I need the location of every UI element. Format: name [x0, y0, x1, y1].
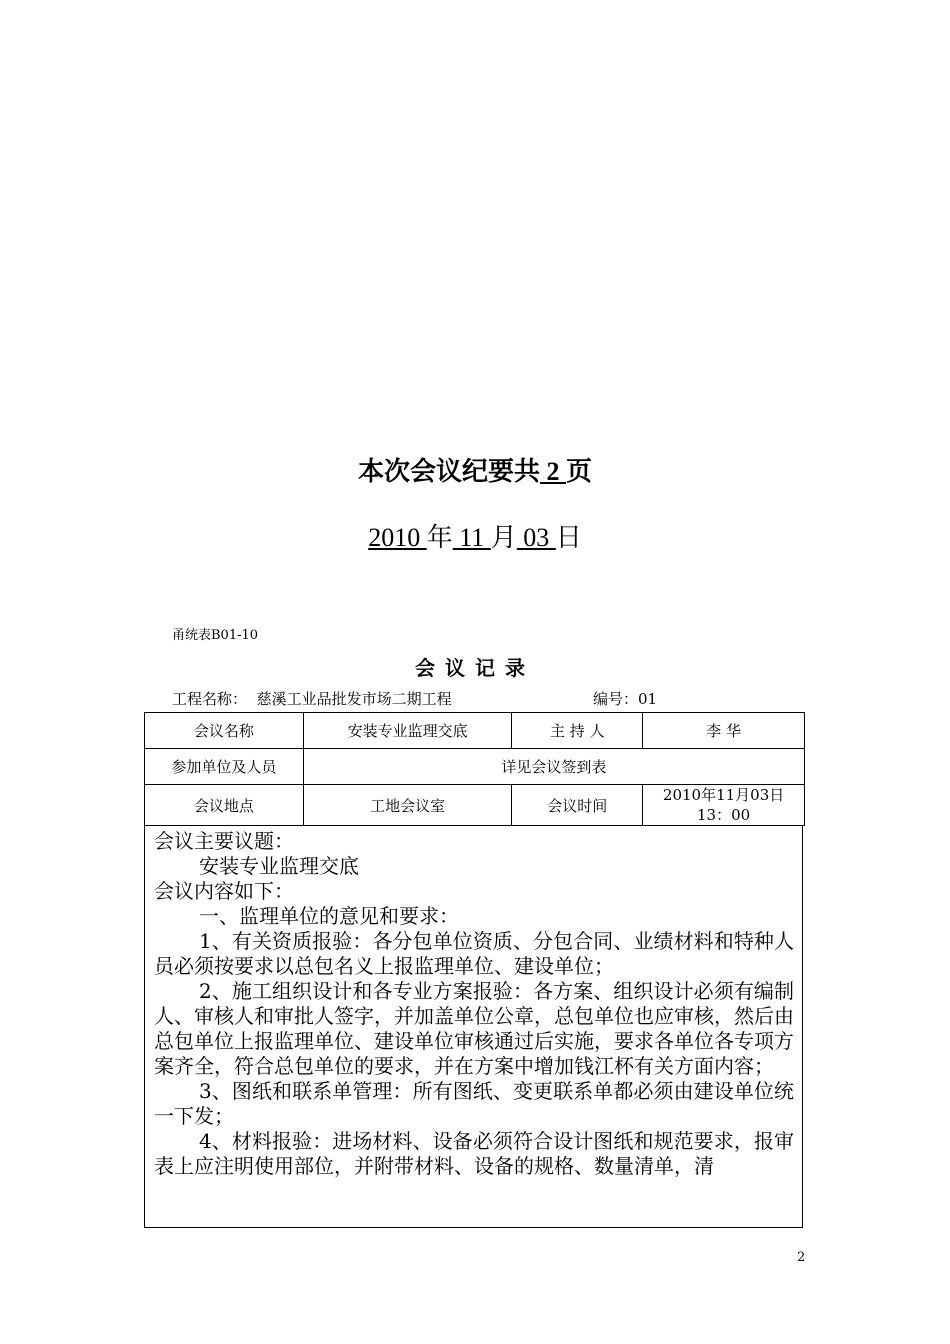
table-row	[145, 713, 805, 749]
content-item-2: 2、施工组织设计和各专业方案报验：各方案、组织设计必须有编制人、审核人和审批人签字，并加盖单位公章，总包单位也应审核，然后由总包单位上报监理单位、建设单位审核通过后实施，要求各单位各专项方案齐全，符合总包单位的要求，并在方案中增加钱江杯有关方面内容；	[154, 979, 794, 1078]
meeting-info-table	[144, 712, 805, 826]
attendees-label: 参加单位及人员	[145, 749, 304, 785]
number-value: 01	[638, 690, 658, 708]
date-line	[0, 518, 950, 558]
date-day: 03	[516, 523, 556, 552]
content-line-contents-label: 会议内容如下：	[154, 879, 294, 903]
time-label: 会议时间	[512, 785, 643, 826]
date-year: 2010	[368, 523, 427, 552]
host-label: 主 持 人	[512, 713, 643, 749]
content-item-1: 1、有关资质报验：各分包单位资质、分包合同、业绩材料和特种人员必须按要求以总包名义上报监理单位、建设单位；	[154, 929, 794, 978]
project-line	[172, 688, 452, 709]
summary-pages: 2	[540, 457, 566, 486]
summary-line	[0, 452, 950, 492]
date-day-unit: 日	[555, 523, 582, 553]
table-row	[145, 749, 805, 785]
date-year-unit: 年	[426, 523, 453, 553]
meeting-content	[144, 825, 803, 1228]
time-date: 2010年11月03日	[662, 786, 785, 804]
number-line	[593, 688, 657, 709]
form-code: 甬统表B01-10	[172, 628, 259, 643]
project-label: 工程名称：	[172, 690, 248, 708]
time-value	[643, 785, 805, 826]
location-value: 工地会议室	[303, 785, 512, 826]
form-title: 会议记录	[415, 656, 535, 680]
date-month: 11	[452, 523, 491, 552]
number-label: 编号：	[593, 690, 639, 708]
time-clock: 13：00	[697, 806, 751, 824]
meeting-name-label: 会议名称	[145, 713, 304, 749]
content-line-topic: 安装专业监理交底	[199, 854, 359, 878]
location-label: 会议地点	[145, 785, 304, 826]
date-month-unit: 月	[490, 523, 517, 553]
meeting-name-value: 安装专业监理交底	[303, 713, 512, 749]
host-value: 李 华	[643, 713, 805, 749]
content-item-4: 4、材料报验：进场材料、设备必须符合设计图纸和规范要求，报审表上应注明使用部位，并附带材料、设备的规格、数量清单，清	[154, 1129, 794, 1178]
summary-prefix: 本次会议纪要共	[357, 457, 540, 487]
table-row	[145, 785, 805, 826]
summary-suffix: 页	[566, 457, 593, 487]
content-line-section: 一、监理单位的意见和要求：	[199, 904, 459, 928]
content-item-3: 3、图纸和联系单管理：所有图纸、变更联系单都必须由建设单位统一下发；	[154, 1079, 794, 1128]
page-number: 2	[797, 1250, 806, 1265]
project-name: 慈溪工业品批发市场二期工程	[256, 690, 452, 708]
attendees-value: 详见会议签到表	[303, 749, 804, 785]
content-line-topic-label: 会议主要议题：	[154, 829, 294, 853]
